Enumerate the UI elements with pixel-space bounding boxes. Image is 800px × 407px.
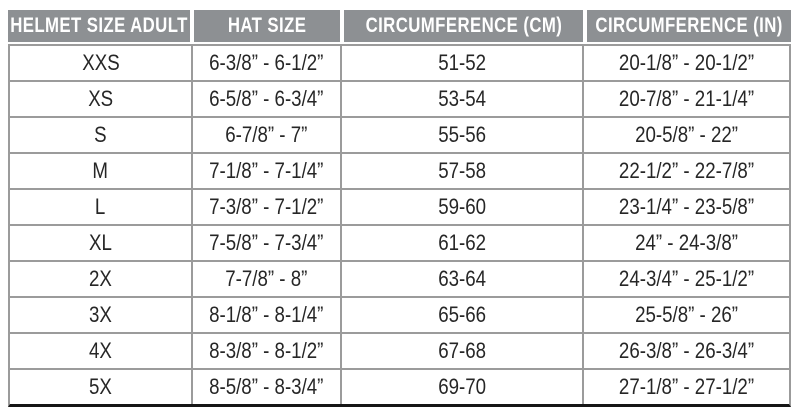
cell-hat-size <box>191 262 340 296</box>
cell-value: 2X <box>89 266 112 291</box>
cell-value: 24-3/4” - 25-1/2” <box>618 266 755 291</box>
cell-helmet-size <box>10 190 191 224</box>
cell-value: 59-60 <box>438 194 487 219</box>
cell-circumference-cm <box>340 298 582 332</box>
cell-hat-size <box>191 226 340 260</box>
cell-hat-size <box>191 370 340 404</box>
cell-circumference-in <box>582 46 789 80</box>
cell-circumference-cm <box>340 118 582 152</box>
cell-circumference-in <box>582 190 789 224</box>
cell-value: L <box>95 194 106 219</box>
cell-value: 26-3/8” - 26-3/4” <box>618 338 755 363</box>
cell-helmet-size <box>10 298 191 332</box>
cell-circumference-in <box>582 154 789 188</box>
cell-value: 8-3/8” - 8-1/2” <box>209 338 324 363</box>
column-header-label: CIRCUMFERENCE (CM) <box>365 14 562 37</box>
cell-circumference-cm <box>340 82 582 116</box>
table-row-4x <box>10 332 789 368</box>
cell-hat-size <box>191 190 340 224</box>
cell-hat-size <box>191 118 340 152</box>
cell-value: 3X <box>89 302 112 327</box>
cell-circumference-cm <box>340 46 582 80</box>
cell-value: 7-5/8” - 7-3/4” <box>209 230 324 255</box>
table-row-l <box>10 188 789 224</box>
cell-value: 20-1/8” - 20-1/2” <box>618 50 755 75</box>
cell-circumference-cm <box>340 154 582 188</box>
cell-hat-size <box>191 334 340 368</box>
cell-hat-size <box>191 298 340 332</box>
cell-circumference-in <box>582 298 789 332</box>
cell-value: 8-5/8” - 8-3/4” <box>209 374 324 399</box>
cell-value: 8-1/8” - 8-1/4” <box>209 302 324 327</box>
cell-circumference-cm <box>340 226 582 260</box>
cell-value: XL <box>89 230 112 255</box>
cell-value: M <box>92 158 109 183</box>
table-row-3x <box>10 296 789 332</box>
cell-circumference-in <box>582 226 789 260</box>
cell-hat-size <box>191 46 340 80</box>
cell-value: 67-68 <box>438 338 487 363</box>
cell-value: 65-66 <box>438 302 487 327</box>
cell-circumference-in <box>582 262 789 296</box>
table-row-xs <box>10 80 789 116</box>
cell-circumference-in <box>582 334 789 368</box>
cell-value: 6-5/8” - 6-3/4” <box>209 86 324 111</box>
table-row-xxs <box>10 46 789 80</box>
cell-value: 69-70 <box>438 374 487 399</box>
cell-circumference-cm <box>340 334 582 368</box>
cell-value: XXS <box>81 50 120 75</box>
cell-circumference-in <box>582 82 789 116</box>
cell-value: 55-56 <box>438 122 487 147</box>
cell-value: S <box>94 122 107 147</box>
cell-circumference-cm <box>340 262 582 296</box>
cell-value: XS <box>88 86 114 111</box>
cell-value: 20-5/8” - 22” <box>635 122 738 147</box>
column-header-label: CIRCUMFERENCE (IN) <box>595 14 783 37</box>
table-row-5x <box>10 368 789 404</box>
cell-hat-size <box>191 82 340 116</box>
cell-circumference-in <box>582 370 789 404</box>
column-header-circumference-in <box>583 10 791 42</box>
table-row-m <box>10 152 789 188</box>
column-header-label: HAT SIZE <box>227 14 307 37</box>
cell-circumference-cm <box>340 190 582 224</box>
table-row-xl <box>10 224 789 260</box>
cell-hat-size <box>191 154 340 188</box>
cell-value: 5X <box>89 374 112 399</box>
cell-value: 20-7/8” - 21-1/4” <box>618 86 755 111</box>
table-body <box>8 44 791 407</box>
cell-value: 53-54 <box>438 86 487 111</box>
cell-helmet-size <box>10 370 191 404</box>
cell-helmet-size <box>10 46 191 80</box>
cell-circumference-in <box>582 118 789 152</box>
column-header-circumference-cm <box>340 10 583 42</box>
cell-value: 7-3/8” - 7-1/2” <box>209 194 324 219</box>
cell-helmet-size <box>10 154 191 188</box>
cell-value: 6-3/8” - 6-1/2” <box>209 50 324 75</box>
cell-helmet-size <box>10 118 191 152</box>
cell-value: 22-1/2” - 22-7/8” <box>618 158 755 183</box>
cell-value: 57-58 <box>438 158 487 183</box>
cell-helmet-size <box>10 334 191 368</box>
cell-circumference-cm <box>340 370 582 404</box>
table-row-s <box>10 116 789 152</box>
column-header-hat-size <box>190 10 340 42</box>
cell-value: 6-7/8” - 7” <box>225 122 308 147</box>
cell-helmet-size <box>10 226 191 260</box>
column-header-helmet-size <box>8 10 190 42</box>
cell-helmet-size <box>10 82 191 116</box>
cell-value: 7-7/8” - 8” <box>225 266 308 291</box>
cell-value: 23-1/4” - 23-5/8” <box>618 194 755 219</box>
cell-value: 24” - 24-3/8” <box>635 230 738 255</box>
table-row-2x <box>10 260 789 296</box>
helmet-size-table <box>8 10 791 407</box>
cell-value: 51-52 <box>438 50 487 75</box>
cell-helmet-size <box>10 262 191 296</box>
column-header-label: HELMET SIZE ADULT <box>10 14 188 37</box>
cell-value: 61-62 <box>438 230 487 255</box>
cell-value: 7-1/8” - 7-1/4” <box>209 158 324 183</box>
table-header-row <box>8 10 791 42</box>
cell-value: 25-5/8” - 26” <box>635 302 738 327</box>
cell-value: 63-64 <box>438 266 487 291</box>
cell-value: 27-1/8” - 27-1/2” <box>618 374 755 399</box>
cell-value: 4X <box>89 338 112 363</box>
